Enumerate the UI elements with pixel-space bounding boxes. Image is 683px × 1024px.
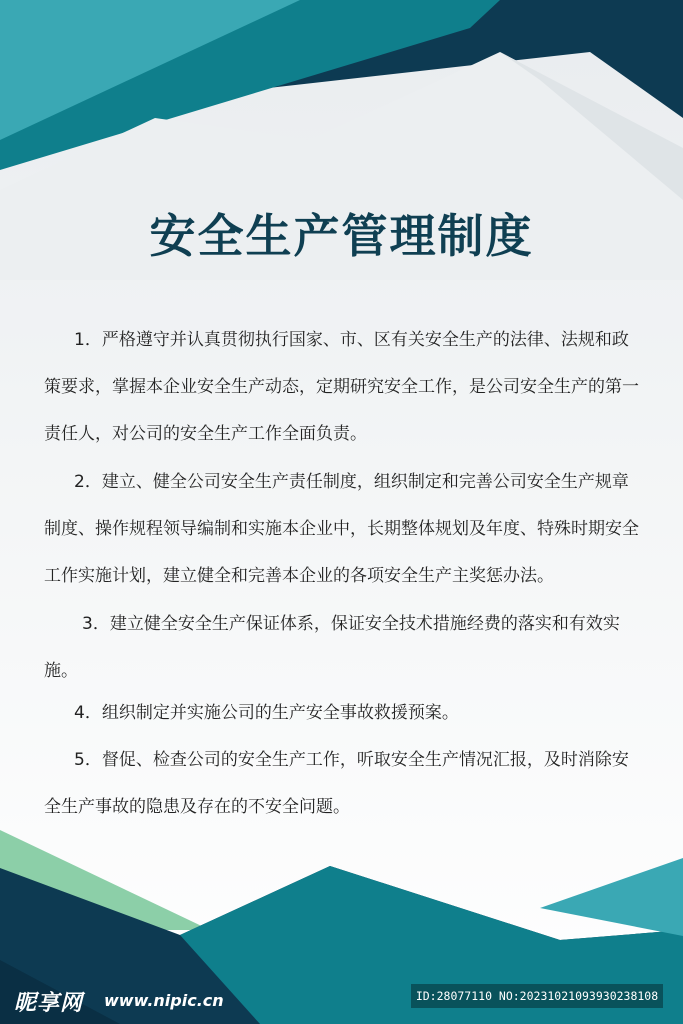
watermark-logo: 昵享网 — [14, 991, 84, 1016]
bottom-light-teal-band — [540, 858, 683, 936]
rule-paragraph-2: 2．建立、健全公司安全生产责任制度，组织制定和完善公司安全生产规章制度、操作规程领导编制和实施本企业中，长期整体规划及年度、特殊时期安全工作实施计划，建立健全和完善本企业的各项安全生产主奖惩办法。 — [44, 472, 639, 586]
rule-paragraph-5: 5．督促、检查公司的安全生产工作，听取安全生产情况汇报，及时消除安全生产事故的隐患及存在的不安全问题。 — [44, 750, 629, 817]
rule-paragraph-4: 4．组织制定并实施公司的生产安全事故救援预案。 — [74, 703, 459, 723]
image-id-label: ID:28077110 NO:20231021093930238108 — [411, 984, 663, 1008]
page-title: 安全生产管理制度 — [149, 209, 534, 263]
watermark-site: www.nipic.cn — [104, 991, 224, 1010]
rule-paragraph-3: 3．建立健全安全生产保证体系，保证安全技术措施经费的落实和有效实施。 — [44, 614, 620, 681]
rule-paragraph-1: 1．严格遵守并认真贯彻执行国家、市、区有关安全生产的法律、法规和政策要求，掌握本企业安全生产动态，定期研究安全工作，是公司安全生产的第一责任人，对公司的安全生产工作全面负责。 — [44, 330, 639, 444]
